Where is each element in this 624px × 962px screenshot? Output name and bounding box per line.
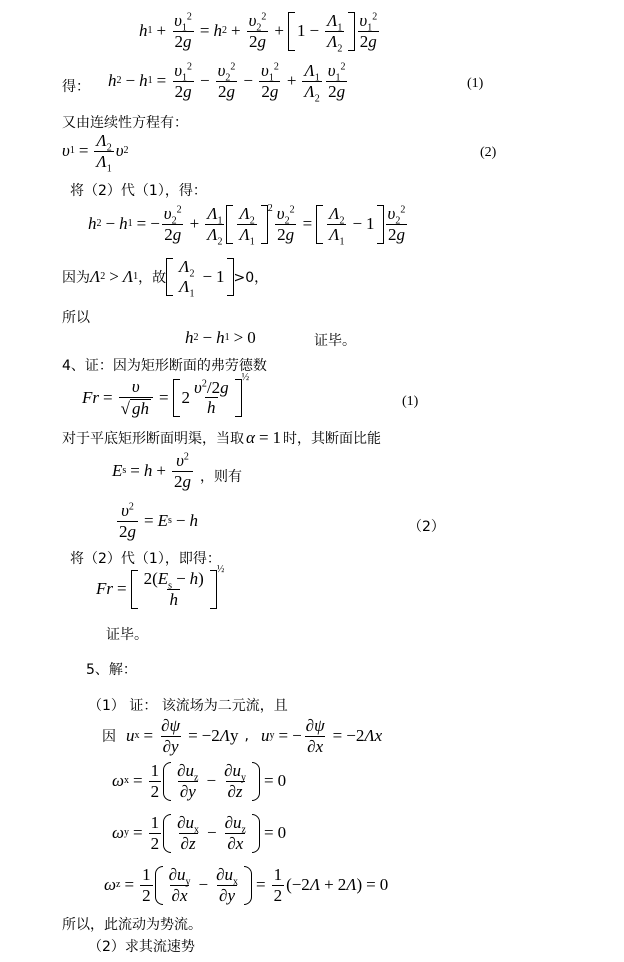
velocity-head-equation: $\frac{\upsilon^2}{2g}$ = E s − h (119, 501, 198, 541)
equation-number-2: (2) (480, 145, 497, 160)
equation-2: υ 1 = $\frac{\Lambda_2}{\Lambda_1}$ υ 2 (62, 131, 129, 175)
velocity-components-line: 因 u x = $\frac{\partial\psi}{\partial y}$ = −2 Λ y , u y = − $\frac{\partial\psi}{\partial x}$ = −2 Λx (102, 716, 383, 756)
equation-1: h 2 − h 1 = $\frac{\upsilon_1^2}{2g}$ − $\frac{\upsilon_2^2}{2g}$ − $\frac{\upsilon_1^2}{2g}$ + $\frac{\Lambda_1}{\Lambda_2}$ $\frac{\upsilon_1^2}{2g}$ (108, 61, 346, 105)
section-4-heading: 4、证：因为矩形断面的弗劳德数 (62, 358, 267, 374)
substitute-text-4: 将（2）代（1），即得： (70, 551, 221, 567)
conclusion-text: 所以，此流动为势流。 (62, 917, 202, 933)
vorticity-x-equation: ω x = $\frac{1}{2}$ $\frac{\partial u_z}{\partial y}$ − $\frac{\partial u_y}{\partial z}$ = 0 (112, 761, 287, 801)
derive-label: 得： (62, 79, 90, 95)
substitute-text: 将（2）代（1），得： (70, 183, 207, 199)
vorticity-z-equation: ω z = $\frac{1}{2}$ $\frac{\partial u_y}{\partial x}$ − $\frac{\partial u_x}{\partial y}$ = $\frac{1}{2}$ (−2 Λ + 2 Λ ) = 0 (104, 865, 389, 905)
part-2-label: （2）求其流速势 (88, 939, 195, 955)
part-1-label: （1） 证： 该流场为二元流，且 (88, 698, 288, 714)
flat-channel-line: 对于平底矩形断面明渠，当取 α = 1 时，其断面比能 (62, 428, 382, 447)
equation-number-4-2: （2） (408, 519, 445, 535)
continuity-text: 又由连续性方程有： (62, 115, 188, 131)
equation-number-1: (1) (467, 76, 484, 91)
section-5-heading: 5、解： (86, 662, 137, 678)
froude-equation: Fr = υ √ gh = 2 $\frac{\upsilon^2/2g}{h}$ ½ (82, 372, 250, 418)
equation-energy: h 1 + $\frac{\upsilon_1^2}{2g}$ = h 2 + $\frac{\upsilon_2^2}{2g}$ + 1 − $\frac{\Lambda_1}{\Lambda_2}$ $\frac{\upsilon_1^2}{2g}$ (139, 11, 378, 55)
proved-text-4: 证毕。 (106, 627, 148, 643)
vorticity-y-equation: ω y = $\frac{1}{2}$ $\frac{\partial u_x}{\partial z}$ − $\frac{\partial u_z}{\partial x}$ = 0 (112, 813, 287, 853)
equation-substituted: h 2 − h 1 = − $\frac{\upsilon_2^2}{2g}$ + $\frac{\Lambda_1}{\Lambda_2}$ $\frac{\Lambda_2}{\Lambda_1}$ 2 $\frac{\upsilon_2^2}{2g}$ = $\frac{\Lambda_2}{\Lambda_1}$ − 1 $\frac{\upsilon_2^2}{2g}$ (88, 203, 406, 248)
specific-energy-equation: E s = h + $\frac{\upsilon^2}{2g}$ (112, 451, 191, 491)
then-text: ，则有 (200, 469, 242, 485)
because-line: 因为 Λ 2 > Λ 1 ，故 $\Lambda_2$ $\Lambda_1$ − 1 >0， (62, 257, 269, 300)
froude-result-equation: Fr = $\frac{2(E_s - h)}{h}$ ½ (96, 564, 225, 609)
inequality-result: h 2 − h 1 > 0 (185, 328, 256, 347)
proved-text-1: 证毕。 (314, 333, 356, 349)
therefore-text: 所以 (62, 310, 90, 326)
equation-number-4-1: (1) (402, 394, 419, 409)
